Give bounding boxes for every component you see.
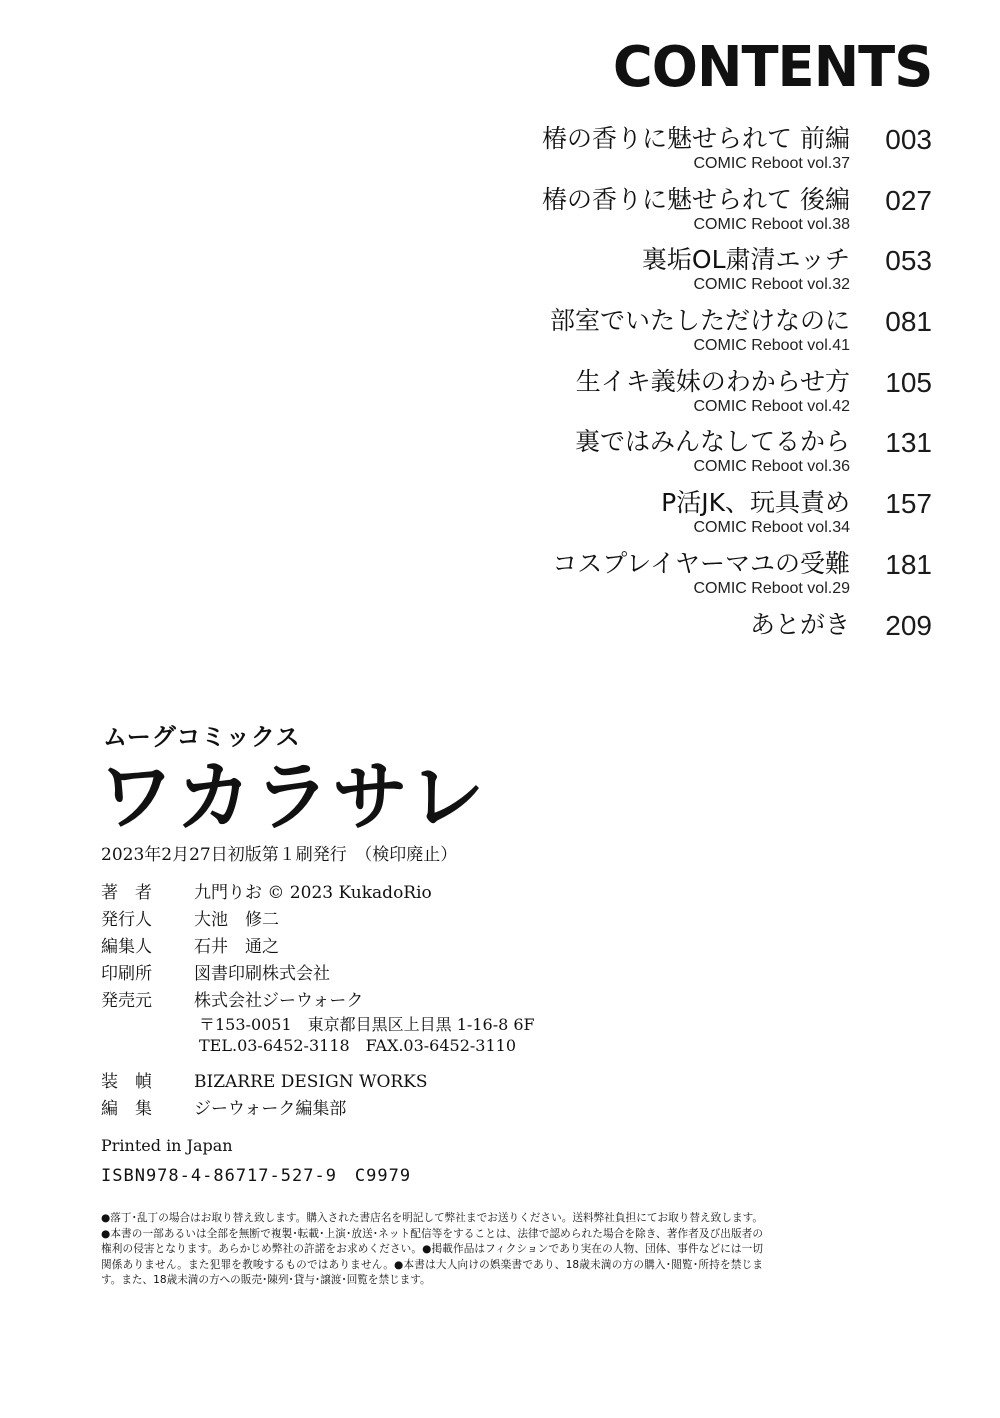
- printed-in: Printed in Japan: [101, 1136, 233, 1155]
- toc-entry[interactable]: [500, 547, 932, 608]
- toc-title: 部室でいたしただけなのに: [549, 306, 850, 336]
- toc-entry[interactable]: [500, 425, 932, 486]
- toc-page-number: 027: [885, 184, 932, 216]
- toc-source: COMIC Reboot vol.29: [693, 579, 850, 597]
- toc-source: COMIC Reboot vol.37: [693, 155, 850, 172]
- toc-title: 椿の香りに魅せられて 後編: [542, 184, 850, 214]
- credit-label: 著 者: [101, 883, 152, 903]
- toc-page-number: 157: [885, 488, 932, 520]
- toc-page-number: 053: [885, 245, 932, 277]
- credit-value: 石井 通之: [194, 937, 279, 957]
- toc-source: COMIC Reboot vol.42: [693, 397, 850, 415]
- toc-entry[interactable]: [500, 122, 932, 183]
- credit-value: 大池 修二: [194, 910, 279, 930]
- book-title: ワカラサレ: [98, 752, 487, 841]
- isbn: ISBN978-4-86717-527-9 C9979: [101, 1166, 412, 1186]
- toc-page-number: 181: [885, 548, 932, 580]
- toc-title: P活JK、玩具責め: [661, 488, 850, 518]
- toc-title: 生イキ義妹のわからせ方: [575, 366, 850, 396]
- credit-value: 株式会社ジーウォーク: [194, 991, 364, 1011]
- toc-page-number: 209: [885, 609, 932, 641]
- credit-label: 装 幀: [101, 1072, 152, 1092]
- toc-entry[interactable]: [500, 608, 932, 669]
- contents-heading: CONTENTS: [612, 35, 932, 100]
- toc-page-number: 081: [885, 306, 932, 338]
- toc-entry[interactable]: [500, 243, 932, 304]
- toc-title: 裏垢OL粛清エッチ: [641, 245, 850, 275]
- toc-title: 裏ではみんなしてるから: [574, 427, 850, 457]
- toc-page-number: 105: [885, 366, 932, 398]
- publisher-tel-fax: TEL.03-6452-3118 FAX.03-6452-3110: [199, 1036, 517, 1055]
- credit-value: ジーウォーク編集部: [194, 1099, 347, 1119]
- credit-value: BIZARRE DESIGN WORKS: [194, 1072, 428, 1092]
- toc-source: COMIC Reboot vol.38: [693, 215, 850, 233]
- credit-label: 編 集: [101, 1099, 152, 1119]
- toc-entry[interactable]: [500, 365, 932, 426]
- credit-value: 図書印刷株式会社: [194, 964, 330, 984]
- toc-title: 椿の香りに魅せられて 前編: [542, 124, 850, 153]
- credit-label: 発行人: [101, 910, 152, 930]
- toc-source: COMIC Reboot vol.34: [693, 519, 850, 537]
- table-of-contents: [500, 122, 932, 668]
- credit-label: 発売元: [101, 991, 152, 1011]
- credit-value: 九門りお © 2023 KukadoRio: [194, 883, 432, 903]
- toc-entry[interactable]: [500, 183, 932, 244]
- legal-notice: ●落丁･乱丁の場合はお取り替え致します。購入された書店名を明記して弊社までお送りください。送料弊社負担にてお取り替え致します。●本書の一部あるいは全部を無断で複製･転載･上演･放送･ネット配信等をすることは、法律で認められた場合を除き、著作者及び出版者の権利の侵害となります。あらかじめ弊社の許諾をお求めください。●掲載作品はフィクションであり実在の人物、団体、事件などには一切関係ありません。また犯罪を教唆するものではありません。●本書は大人向けの娯楽書であり、18歳未満の方の購入･閲覧･所持を禁じます。また、18歳未満の方への販売･陳列･貸与･譲渡･回覧を禁じます。: [101, 1212, 763, 1286]
- toc-page-number: 003: [885, 124, 932, 155]
- edition-line: 2023年2月27日初版第１刷発行 （検印廃止）: [101, 845, 458, 865]
- imprint-label: ムーグコミックス: [103, 723, 301, 751]
- publisher-address: 〒153-0051 東京都目黒区上目黒 1-16-8 6F: [199, 1015, 535, 1034]
- toc-page-number: 131: [885, 427, 932, 459]
- toc-entry[interactable]: [500, 304, 932, 365]
- toc-title: あとがき: [749, 609, 850, 639]
- toc-source: COMIC Reboot vol.41: [693, 337, 850, 355]
- toc-entry[interactable]: [500, 486, 932, 547]
- toc-title: コスプレイヤーマユの受難: [552, 548, 850, 578]
- toc-source: COMIC Reboot vol.32: [693, 276, 850, 294]
- credit-label: 編集人: [101, 937, 152, 957]
- toc-source: COMIC Reboot vol.36: [693, 458, 850, 476]
- credit-label: 印刷所: [101, 964, 152, 984]
